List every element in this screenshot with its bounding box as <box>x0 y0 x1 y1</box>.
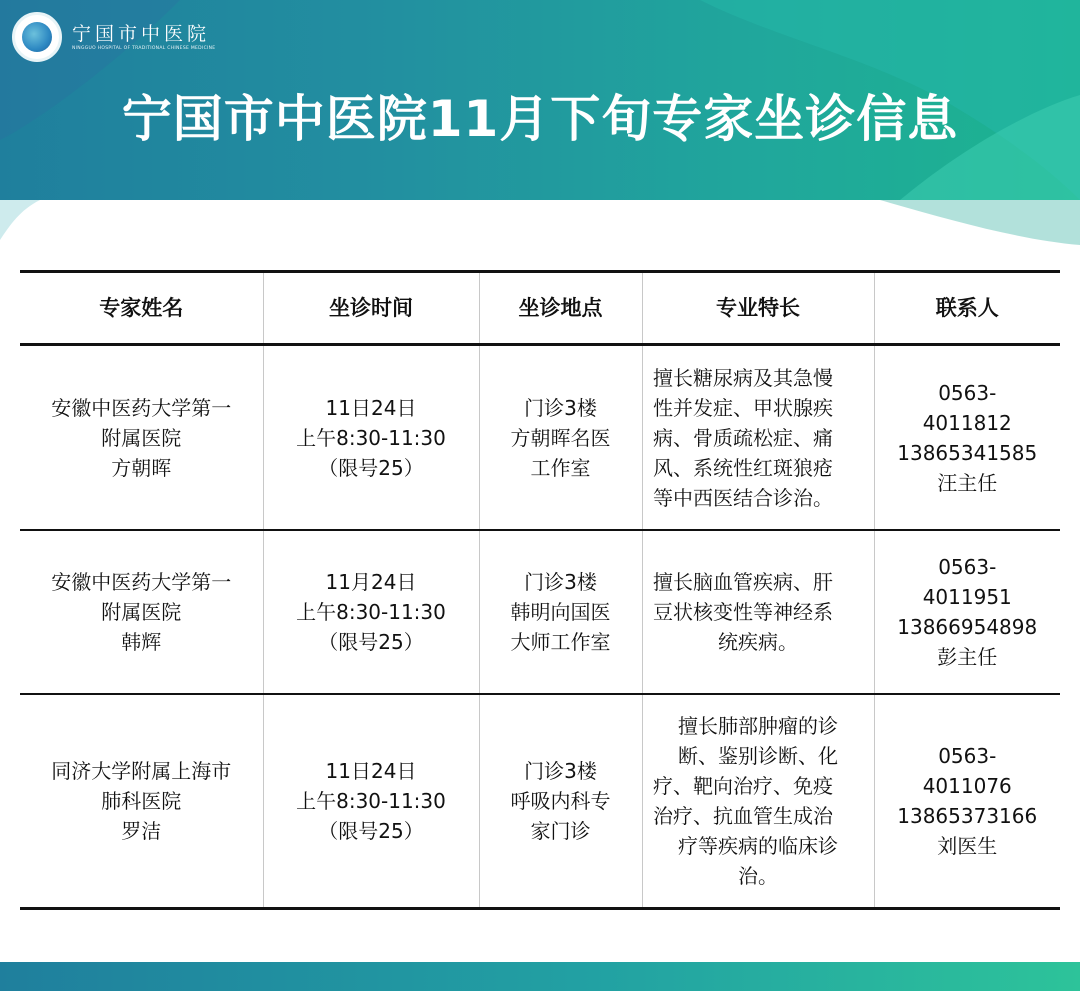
cell-line: 0563- <box>938 555 997 579</box>
specialty-cell <box>642 345 874 531</box>
clinic-time-cell <box>263 694 479 909</box>
cell-line: 安徽中医药大学第一 <box>51 395 232 420</box>
clinic-location-cell <box>479 694 642 909</box>
cell-line: 断、鉴别诊断、化 <box>678 744 838 768</box>
expert-schedule-table <box>20 270 1060 910</box>
table-row <box>20 530 1060 694</box>
cell-line: 风、系统性红斑狼疮 <box>653 455 833 480</box>
header-contact: 联系人 <box>874 272 1060 345</box>
clinic-location-cell <box>479 530 642 694</box>
footer-bar <box>0 962 1080 991</box>
expert-name-cell <box>20 694 263 909</box>
cell-line: 家门诊 <box>530 819 591 843</box>
cell-line: 方朝晖名医 <box>510 425 611 450</box>
cell-line: 治疗、抗血管生成治 <box>653 804 833 828</box>
cell-line: 上午8:30-11:30 <box>296 600 446 624</box>
table-row <box>20 694 1060 909</box>
expert-name-cell <box>20 530 263 694</box>
contact-cell <box>874 694 1060 909</box>
clinic-time-cell <box>263 345 479 531</box>
cell-line: 13865373166 <box>897 804 1038 828</box>
cell-line: 门诊3楼 <box>524 395 597 420</box>
table-header-row <box>20 272 1060 345</box>
cell-line: 刘医生 <box>937 834 998 858</box>
cell-line: 附属医院 <box>101 600 182 624</box>
cell-line: 性并发症、甲状腺疾 <box>653 395 833 420</box>
cell-line: 同济大学附属上海市 <box>51 759 232 783</box>
cell-line: 统疾病。 <box>718 630 798 654</box>
banner-bottom-curve <box>0 195 1080 255</box>
cell-line: 肺科医院 <box>101 789 182 813</box>
header-specialty: 专业特长 <box>642 272 874 345</box>
cell-line: 等中西医结合诊治。 <box>653 485 833 510</box>
table-row <box>20 345 1060 531</box>
contact-cell <box>874 530 1060 694</box>
cell-line: 0563- <box>938 744 997 768</box>
cell-line: 疗等疾病的临床诊 <box>678 834 838 858</box>
cell-line: 治。 <box>738 864 778 888</box>
cell-line: 大师工作室 <box>510 630 611 654</box>
specialty-cell <box>642 530 874 694</box>
cell-line: 韩明向国医 <box>510 600 611 624</box>
cell-line: 11日24日 <box>325 395 417 420</box>
cell-line: 0563- <box>938 380 997 405</box>
header-clinic-time: 坐诊时间 <box>263 272 479 345</box>
cell-line: 韩辉 <box>121 630 162 654</box>
logo-english-name: NINGGUO HOSPITAL OF TRADITIONAL CHINESE MEDICINE <box>72 45 216 51</box>
cell-line: （限号25） <box>318 455 424 480</box>
cell-line: 上午8:30-11:30 <box>296 425 446 450</box>
cell-line: 罗洁 <box>121 819 162 843</box>
clinic-location-cell <box>479 345 642 531</box>
specialty-cell <box>642 694 874 909</box>
cell-line: 4011951 <box>922 585 1012 609</box>
expert-schedule-table-container <box>20 270 1060 910</box>
cell-line: 呼吸内科专 <box>510 789 611 813</box>
cell-line: 豆状核变性等神经系 <box>653 600 833 624</box>
cell-line: 擅长糖尿病及其急慢 <box>653 365 833 390</box>
hospital-logo <box>12 12 215 62</box>
hospital-emblem-icon <box>12 12 62 62</box>
cell-line: 门诊3楼 <box>524 570 597 594</box>
cell-line: 擅长肺部肿瘤的诊 <box>678 714 838 738</box>
header-banner <box>0 0 1080 200</box>
cell-line: 彭主任 <box>937 645 998 669</box>
cell-line: 门诊3楼 <box>524 759 597 783</box>
cell-line: 附属医院 <box>101 425 182 450</box>
cell-line: 方朝晖 <box>111 455 172 480</box>
cell-line: 疗、靶向治疗、免疫 <box>653 774 833 798</box>
cell-line: 汪主任 <box>937 470 998 495</box>
cell-line: 擅长脑血管疾病、肝 <box>653 570 833 594</box>
cell-line: 安徽中医药大学第一 <box>51 570 232 594</box>
cell-line: 13865341585 <box>897 440 1038 465</box>
page-title: 宁国市中医院11月下旬专家坐诊信息 <box>121 90 959 148</box>
cell-line: 4011812 <box>922 410 1012 435</box>
cell-line: 13866954898 <box>897 615 1038 639</box>
cell-line: 4011076 <box>922 774 1012 798</box>
logo-chinese-name: 宁国市中医院 <box>72 22 211 45</box>
cell-line: 上午8:30-11:30 <box>296 789 446 813</box>
cell-line: 11日24日 <box>325 759 417 783</box>
clinic-time-cell <box>263 530 479 694</box>
cell-line: 工作室 <box>530 455 591 480</box>
header-expert-name: 专家姓名 <box>20 272 263 345</box>
cell-line: 11月24日 <box>325 570 417 594</box>
cell-line: 病、骨质疏松症、痛 <box>653 425 833 450</box>
header-clinic-location: 坐诊地点 <box>479 272 642 345</box>
expert-name-cell <box>20 345 263 531</box>
cell-line: （限号25） <box>318 630 424 654</box>
cell-line: （限号25） <box>318 819 424 843</box>
contact-cell <box>874 345 1060 531</box>
